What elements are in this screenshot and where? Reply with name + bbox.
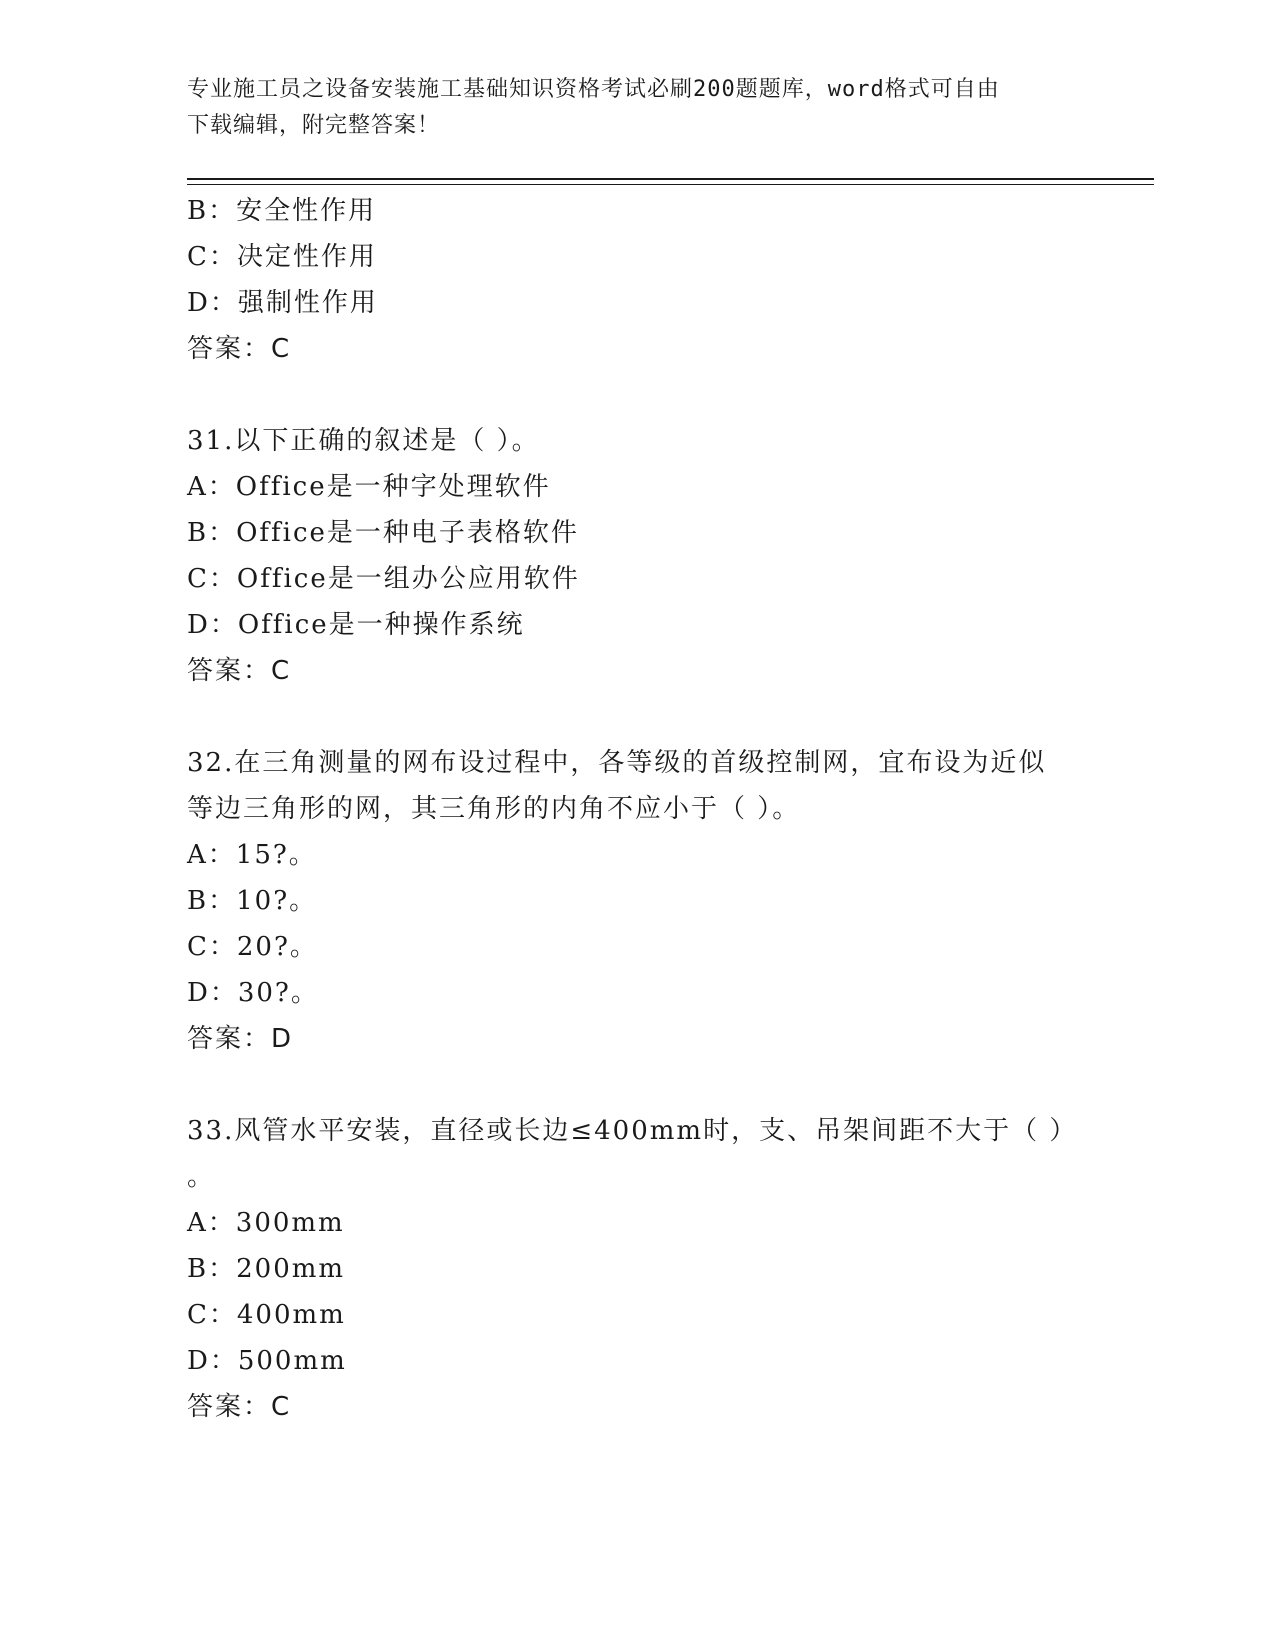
- answer: 答案：C: [187, 656, 292, 686]
- header-divider-thin: [187, 184, 1154, 185]
- header-divider-thick: [187, 178, 1154, 180]
- answer: 答案：C: [187, 334, 292, 364]
- header-line-2: 下载编辑，附完整答案！: [187, 113, 441, 138]
- option-c: C：决定性作用: [187, 242, 377, 272]
- option-c: C：400mm: [187, 1300, 346, 1330]
- option-b: B：安全性作用: [187, 196, 377, 226]
- option-a: A：300mm: [187, 1208, 345, 1238]
- question-stem-line-2: 。: [187, 1162, 216, 1192]
- question-stem-line-2: 等边三角形的网，其三角形的内角不应小于（ ）。: [187, 794, 801, 824]
- answer: 答案：D: [187, 1024, 294, 1054]
- option-d: D：30?。: [187, 978, 319, 1008]
- question-33: [187, 1108, 1087, 1430]
- option-d: D：Office是一种操作系统: [187, 610, 525, 640]
- option-a: A：Office是一种字处理软件: [187, 472, 551, 502]
- option-c: C：Office是一组办公应用软件: [187, 564, 580, 594]
- question-stem-line-1: 33.风管水平安装，直径或长边≤400mm时，支、吊架间距不大于（ ）: [187, 1116, 1078, 1146]
- option-a: A：15?。: [187, 840, 317, 870]
- question-32: [187, 740, 1087, 1062]
- question-stem: 31.以下正确的叙述是（ ）。: [187, 426, 540, 456]
- option-b: B：200mm: [187, 1254, 346, 1284]
- spacer: [187, 694, 1087, 740]
- question-30-continued: [187, 188, 1087, 372]
- document-header: [187, 72, 1067, 144]
- spacer: [187, 1062, 1087, 1108]
- header-line-1: 专业施工员之设备安装施工基础知识资格考试必刷200题题库，word格式可自由: [187, 77, 1000, 102]
- option-d: D：500mm: [187, 1346, 347, 1376]
- spacer: [187, 372, 1087, 418]
- option-b: B：10?。: [187, 886, 318, 916]
- question-stem-line-1: 32.在三角测量的网布设过程中，各等级的首级控制网，宜布设为近似: [187, 748, 1047, 778]
- option-d: D：强制性作用: [187, 288, 378, 318]
- question-list: [187, 188, 1087, 1430]
- option-c: C：20?。: [187, 932, 318, 962]
- option-b: B：Office是一种电子表格软件: [187, 518, 579, 548]
- question-31: [187, 418, 1087, 694]
- answer: 答案：C: [187, 1392, 292, 1422]
